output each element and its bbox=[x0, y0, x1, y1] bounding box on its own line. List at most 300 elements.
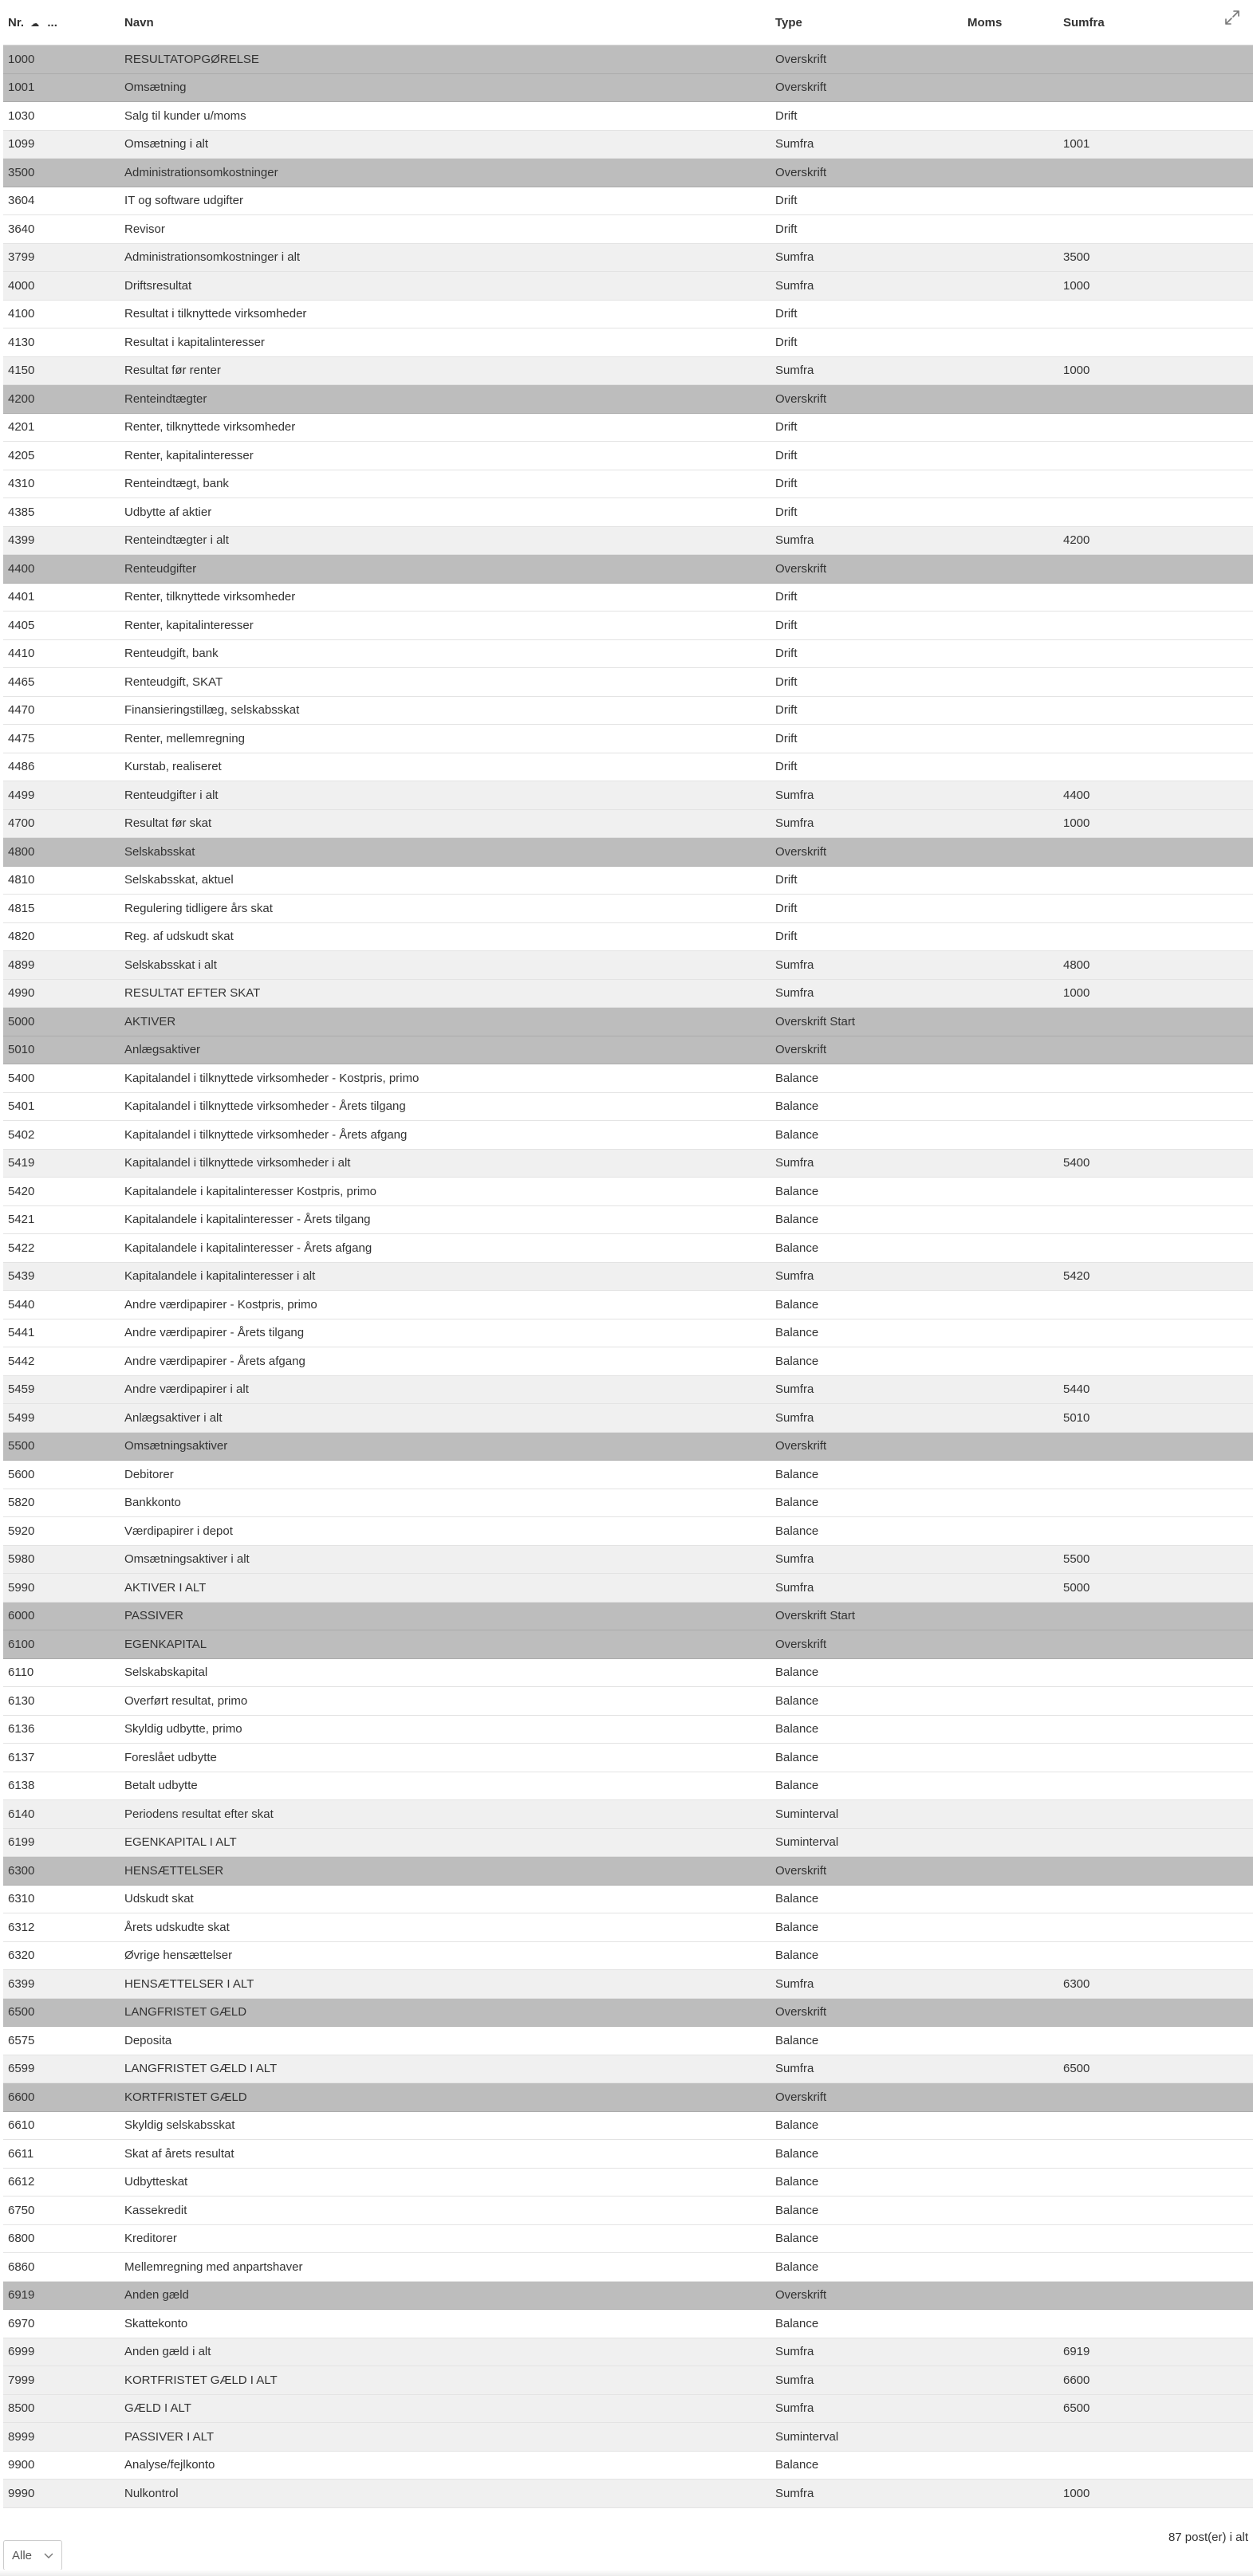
table-row[interactable] bbox=[3, 1234, 1253, 1263]
footer-shadow bbox=[0, 2570, 1253, 2576]
table-row[interactable] bbox=[3, 555, 1253, 584]
cell-navn: HENSÆTTELSER bbox=[124, 1863, 224, 1878]
table-row[interactable] bbox=[3, 725, 1253, 753]
cell-navn: Bankkonto bbox=[124, 1496, 181, 1510]
cell-nr: 6312 bbox=[8, 1920, 35, 1934]
cell-nr: 6599 bbox=[8, 2062, 35, 2076]
cell-nr: 4810 bbox=[8, 873, 35, 887]
cell-navn: Selskabskapital bbox=[124, 1666, 208, 1680]
cell-sumfra: 1000 bbox=[1063, 364, 1090, 378]
table-row[interactable] bbox=[3, 414, 1253, 442]
table-row[interactable] bbox=[3, 1347, 1253, 1376]
cell-navn: Kapitalandele i kapitalinteresser - Årets tilgang bbox=[124, 1213, 371, 1227]
cell-type: Overskrift bbox=[775, 165, 827, 179]
cell-sumfra: 6500 bbox=[1063, 2401, 1090, 2416]
table-row[interactable] bbox=[3, 1716, 1253, 1744]
table-row[interactable] bbox=[3, 1630, 1253, 1659]
cell-type: Balance bbox=[775, 2033, 819, 2047]
table-row[interactable] bbox=[3, 2282, 1253, 2311]
table-row[interactable] bbox=[3, 668, 1253, 697]
table-row[interactable] bbox=[3, 2027, 1253, 2055]
cell-type: Overskrift Start bbox=[775, 1014, 856, 1028]
cell-navn: Andre værdipapirer i alt bbox=[124, 1382, 249, 1397]
accounts-table bbox=[3, 0, 1253, 2508]
cell-nr: 4465 bbox=[8, 674, 35, 689]
cell-type: Balance bbox=[775, 2175, 819, 2189]
table-row[interactable] bbox=[3, 1489, 1253, 1518]
table-row[interactable] bbox=[3, 215, 1253, 244]
cell-nr: 5499 bbox=[8, 1410, 35, 1425]
cell-type: Overskrift bbox=[775, 2090, 827, 2104]
cell-type: Balance bbox=[775, 1496, 819, 1510]
cell-type: Drift bbox=[775, 873, 798, 887]
cell-navn: Kapitalandel i tilknyttede virksomheder i alt bbox=[124, 1156, 351, 1170]
page-size-select-value: Alle bbox=[12, 2548, 33, 2562]
table-row[interactable] bbox=[3, 923, 1253, 952]
cell-nr: 4700 bbox=[8, 816, 35, 831]
cell-nr: 7999 bbox=[8, 2373, 35, 2387]
cell-nr: 5000 bbox=[8, 1014, 35, 1028]
cell-type: Balance bbox=[775, 1722, 819, 1736]
cell-nr: 5439 bbox=[8, 1269, 35, 1284]
cell-navn: Kapitalandel i tilknyttede virksomheder - Årets tilgang bbox=[124, 1099, 406, 1114]
cell-navn: Skyldig udbytte, primo bbox=[124, 1722, 242, 1736]
cell-navn: AKTIVER I ALT bbox=[124, 1580, 207, 1595]
cell-nr: 4400 bbox=[8, 561, 35, 576]
cell-navn: HENSÆTTELSER I ALT bbox=[124, 1976, 254, 1991]
cell-nr: 8500 bbox=[8, 2401, 35, 2416]
cell-type: Balance bbox=[775, 1326, 819, 1340]
cell-navn: Resultat i kapitalinteresser bbox=[124, 335, 265, 349]
cell-navn: Renteindtægter i alt bbox=[124, 533, 229, 548]
table-row[interactable] bbox=[3, 1687, 1253, 1716]
cell-sumfra: 1000 bbox=[1063, 2486, 1090, 2500]
cell-type: Balance bbox=[775, 2259, 819, 2274]
cell-nr: 5600 bbox=[8, 1467, 35, 1481]
cell-nr: 5421 bbox=[8, 1213, 35, 1227]
cell-navn: Anlægsaktiver bbox=[124, 1043, 201, 1057]
table-row[interactable] bbox=[3, 753, 1253, 782]
column-header-type[interactable]: Type bbox=[775, 15, 802, 29]
table-footer bbox=[0, 2526, 1253, 2576]
cell-navn: Resultat før renter bbox=[124, 364, 221, 378]
cell-navn: Anden gæld bbox=[124, 2288, 189, 2303]
cell-navn: Analyse/fejlkonto bbox=[124, 2458, 215, 2472]
table-row[interactable] bbox=[3, 1970, 1253, 1999]
table-row[interactable] bbox=[3, 2366, 1253, 2395]
cell-nr: 4100 bbox=[8, 307, 35, 321]
table-row[interactable] bbox=[3, 2140, 1253, 2169]
chevron-down-icon bbox=[44, 2551, 53, 2559]
table-row[interactable] bbox=[3, 272, 1253, 301]
cell-nr: 6500 bbox=[8, 2005, 35, 2020]
cell-nr: 6800 bbox=[8, 2232, 35, 2246]
cell-nr: 3640 bbox=[8, 222, 35, 236]
cell-navn: EGENKAPITAL bbox=[124, 1637, 207, 1651]
cell-navn: Selskabsskat i alt bbox=[124, 958, 217, 972]
table-row[interactable] bbox=[3, 1150, 1253, 1178]
cell-navn: Omsætning i alt bbox=[124, 137, 209, 151]
cell-type: Sumfra bbox=[775, 2062, 814, 2076]
table-row[interactable] bbox=[3, 2169, 1253, 2197]
table-row[interactable] bbox=[3, 498, 1253, 527]
table-row[interactable] bbox=[3, 131, 1253, 159]
table-row[interactable] bbox=[3, 102, 1253, 131]
cell-nr: 4410 bbox=[8, 647, 35, 661]
cell-type: Drift bbox=[775, 590, 798, 604]
cell-nr: 4150 bbox=[8, 364, 35, 378]
cell-sumfra: 5400 bbox=[1063, 1156, 1090, 1170]
cell-type: Balance bbox=[775, 1297, 819, 1312]
cell-navn: Administrationsomkostninger i alt bbox=[124, 250, 301, 265]
cell-nr: 6575 bbox=[8, 2033, 35, 2047]
cell-type: Balance bbox=[775, 1099, 819, 1114]
table-row[interactable] bbox=[3, 244, 1253, 273]
table-row[interactable] bbox=[3, 1546, 1253, 1575]
table-header bbox=[3, 0, 1253, 45]
cell-type: Balance bbox=[775, 1750, 819, 1764]
cell-navn: Kapitalandele i kapitalinteresser i alt bbox=[124, 1269, 316, 1284]
table-row[interactable] bbox=[3, 159, 1253, 187]
cell-type: Overskrift bbox=[775, 52, 827, 66]
cell-navn: AKTIVER bbox=[124, 1014, 176, 1028]
cell-type: Sumfra bbox=[775, 2486, 814, 2500]
column-header-moms[interactable]: Moms bbox=[967, 15, 1003, 29]
table-row[interactable] bbox=[3, 1121, 1253, 1150]
cell-navn: Driftsresultat bbox=[124, 278, 192, 293]
table-row[interactable] bbox=[3, 1206, 1253, 1235]
table-row[interactable] bbox=[3, 2196, 1253, 2225]
cell-nr: 6399 bbox=[8, 1976, 35, 1991]
cell-type: Sumfra bbox=[775, 1580, 814, 1595]
table-row[interactable] bbox=[3, 1178, 1253, 1206]
cell-navn: Skattekonto bbox=[124, 2316, 188, 2330]
cell-navn: Selskabsskat, aktuel bbox=[124, 873, 234, 887]
table-row[interactable] bbox=[3, 187, 1253, 216]
cell-sumfra: 5500 bbox=[1063, 1552, 1090, 1567]
table-row[interactable] bbox=[3, 74, 1253, 103]
cell-type: Balance bbox=[775, 1892, 819, 1906]
cell-nr: 5401 bbox=[8, 1099, 35, 1114]
table-row[interactable] bbox=[3, 895, 1253, 923]
cell-navn: Udbytteskat bbox=[124, 2175, 188, 2189]
sort-icon[interactable]: ☁ bbox=[30, 18, 40, 29]
cell-navn: Kapitalandele i kapitalinteresser Kostpris, primo bbox=[124, 1184, 376, 1198]
cell-navn: Debitorer bbox=[124, 1467, 174, 1481]
cell-type: Overskrift bbox=[775, 391, 827, 406]
table-row[interactable] bbox=[3, 470, 1253, 499]
table-row[interactable] bbox=[3, 1291, 1253, 1319]
cell-sumfra: 3500 bbox=[1063, 250, 1090, 265]
cell-navn: Mellemregning med anpartshaver bbox=[124, 2259, 303, 2274]
table-row[interactable] bbox=[3, 810, 1253, 839]
cell-navn: Renteudgifter i alt bbox=[124, 788, 219, 802]
cell-navn: Udskudt skat bbox=[124, 1892, 194, 1906]
table-row[interactable] bbox=[3, 2338, 1253, 2367]
cell-nr: 6138 bbox=[8, 1779, 35, 1793]
cell-type: Sumfra bbox=[775, 137, 814, 151]
table-row[interactable] bbox=[3, 1404, 1253, 1433]
table-row[interactable] bbox=[3, 838, 1253, 867]
table-row[interactable] bbox=[3, 612, 1253, 640]
cell-nr: 4399 bbox=[8, 533, 35, 548]
table-row[interactable] bbox=[3, 442, 1253, 470]
table-row[interactable] bbox=[3, 2480, 1253, 2508]
cell-type: Balance bbox=[775, 2458, 819, 2472]
cell-type: Balance bbox=[775, 2118, 819, 2133]
table-row[interactable] bbox=[3, 1659, 1253, 1688]
table-row[interactable] bbox=[3, 1942, 1253, 1971]
cell-nr: 5440 bbox=[8, 1297, 35, 1312]
table-row[interactable] bbox=[3, 1772, 1253, 1801]
table-row[interactable] bbox=[3, 1376, 1253, 1405]
cell-nr: 4800 bbox=[8, 844, 35, 859]
table-row[interactable] bbox=[3, 1433, 1253, 1461]
table-row[interactable] bbox=[3, 1857, 1253, 1886]
cell-navn: Renteudgifter bbox=[124, 561, 197, 576]
cell-nr: 4820 bbox=[8, 930, 35, 944]
cell-navn: Renter, tilknyttede virksomheder bbox=[124, 420, 296, 435]
cell-nr: 4200 bbox=[8, 391, 35, 406]
cell-navn: Betalt udbytte bbox=[124, 1779, 198, 1793]
cell-sumfra: 5000 bbox=[1063, 1580, 1090, 1595]
page-size-select[interactable] bbox=[3, 2540, 62, 2570]
cell-navn: Kapitalandel i tilknyttede virksomheder - Kostpris, primo bbox=[124, 1071, 420, 1085]
table-row[interactable] bbox=[3, 781, 1253, 810]
cell-nr: 8999 bbox=[8, 2429, 35, 2444]
cell-type: Balance bbox=[775, 1213, 819, 1227]
cell-nr: 1001 bbox=[8, 81, 35, 95]
cell-nr: 4385 bbox=[8, 505, 35, 519]
cell-type: Sumfra bbox=[775, 816, 814, 831]
cell-type: Drift bbox=[775, 674, 798, 689]
cell-navn: PASSIVER bbox=[124, 1609, 183, 1623]
cell-nr: 3500 bbox=[8, 165, 35, 179]
cell-type: Sumfra bbox=[775, 958, 814, 972]
cell-type: Overskrift bbox=[775, 1863, 827, 1878]
cell-nr: 5400 bbox=[8, 1071, 35, 1085]
cell-type: Drift bbox=[775, 420, 798, 435]
table-row[interactable] bbox=[3, 980, 1253, 1009]
cell-type: Balance bbox=[775, 1779, 819, 1793]
cell-navn: Skyldig selskabsskat bbox=[124, 2118, 235, 2133]
table-row[interactable] bbox=[3, 2452, 1253, 2480]
table-row[interactable] bbox=[3, 867, 1253, 895]
cell-nr: 3604 bbox=[8, 194, 35, 208]
table-row[interactable] bbox=[3, 2310, 1253, 2338]
cell-type: Suminterval bbox=[775, 1835, 839, 1850]
table-row[interactable] bbox=[3, 1829, 1253, 1858]
table-row[interactable] bbox=[3, 2253, 1253, 2282]
table-row[interactable] bbox=[3, 301, 1253, 329]
expand-icon[interactable] bbox=[1223, 8, 1242, 27]
cell-type: Balance bbox=[775, 1524, 819, 1538]
cell-type: Suminterval bbox=[775, 1807, 839, 1821]
cell-nr: 3799 bbox=[8, 250, 35, 265]
cell-nr: 9900 bbox=[8, 2458, 35, 2472]
table-row[interactable] bbox=[3, 2112, 1253, 2141]
cell-navn: Periodens resultat efter skat bbox=[124, 1807, 274, 1821]
table-row[interactable] bbox=[3, 697, 1253, 726]
cell-type: Balance bbox=[775, 1920, 819, 1934]
cell-type: Balance bbox=[775, 2146, 819, 2161]
table-row[interactable] bbox=[3, 2083, 1253, 2112]
cell-nr: 6600 bbox=[8, 2090, 35, 2104]
cell-type: Sumfra bbox=[775, 1156, 814, 1170]
table-row[interactable] bbox=[3, 1574, 1253, 1603]
cell-navn: Renter, tilknyttede virksomheder bbox=[124, 590, 296, 604]
cell-type: Suminterval bbox=[775, 2429, 839, 2444]
table-row[interactable] bbox=[3, 2423, 1253, 2452]
cell-sumfra: 6919 bbox=[1063, 2345, 1090, 2359]
cell-type: Drift bbox=[775, 108, 798, 123]
cell-navn: Salg til kunder u/moms bbox=[124, 108, 246, 123]
table-row[interactable] bbox=[3, 640, 1253, 669]
cell-sumfra: 5420 bbox=[1063, 1269, 1090, 1284]
cell-sumfra: 4800 bbox=[1063, 958, 1090, 972]
total-count: 87 post(er) i alt bbox=[1168, 2531, 1248, 2544]
cell-sumfra: 1000 bbox=[1063, 278, 1090, 293]
cell-nr: 6130 bbox=[8, 1693, 35, 1708]
column-header-nr[interactable] bbox=[3, 16, 120, 29]
table-row[interactable] bbox=[3, 1800, 1253, 1829]
table-row[interactable] bbox=[3, 1093, 1253, 1122]
table-row[interactable] bbox=[3, 951, 1253, 980]
cell-type: Sumfra bbox=[775, 2345, 814, 2359]
table-row[interactable] bbox=[3, 1517, 1253, 1546]
cell-nr: 6300 bbox=[8, 1863, 35, 1878]
table-row[interactable] bbox=[3, 1263, 1253, 1292]
table-row[interactable] bbox=[3, 1603, 1253, 1631]
table-row[interactable] bbox=[3, 1744, 1253, 1772]
cell-nr: 4401 bbox=[8, 590, 35, 604]
cell-navn: Deposita bbox=[124, 2033, 172, 2047]
cell-nr: 1030 bbox=[8, 108, 35, 123]
cell-navn: Selskabsskat bbox=[124, 844, 195, 859]
cell-nr: 6919 bbox=[8, 2288, 35, 2303]
cell-type: Drift bbox=[775, 647, 798, 661]
cell-navn: Renter, kapitalinteresser bbox=[124, 618, 254, 632]
cell-nr: 6612 bbox=[8, 2175, 35, 2189]
cell-navn: Øvrige hensættelser bbox=[124, 1949, 233, 1963]
cell-sumfra: 6300 bbox=[1063, 1976, 1090, 1991]
column-header-sumfra[interactable]: Sumfra bbox=[1063, 15, 1105, 29]
cell-nr: 5010 bbox=[8, 1043, 35, 1057]
cell-navn: PASSIVER I ALT bbox=[124, 2429, 214, 2444]
cell-navn: Administrationsomkostninger bbox=[124, 165, 278, 179]
cell-nr: 5419 bbox=[8, 1156, 35, 1170]
column-menu-dots[interactable]: ... bbox=[47, 15, 57, 29]
cell-nr: 6100 bbox=[8, 1637, 35, 1651]
cell-nr: 4899 bbox=[8, 958, 35, 972]
cell-nr: 6611 bbox=[8, 2146, 34, 2161]
table-body bbox=[3, 45, 1253, 2508]
cell-nr: 1000 bbox=[8, 52, 35, 66]
cell-navn: Foreslået udbytte bbox=[124, 1750, 217, 1764]
cell-nr: 4990 bbox=[8, 986, 35, 1001]
cell-type: Sumfra bbox=[775, 788, 814, 802]
cell-nr: 5459 bbox=[8, 1382, 35, 1397]
cell-navn: Omsætningsaktiver i alt bbox=[124, 1552, 250, 1567]
cell-navn: Årets udskudte skat bbox=[124, 1920, 230, 1934]
table-row[interactable] bbox=[3, 1319, 1253, 1348]
cell-type: Sumfra bbox=[775, 1410, 814, 1425]
cell-navn: GÆLD I ALT bbox=[124, 2401, 191, 2416]
cell-navn: RESULTAT EFTER SKAT bbox=[124, 986, 261, 1001]
cell-nr: 6140 bbox=[8, 1807, 35, 1821]
cell-type: Sumfra bbox=[775, 533, 814, 548]
column-header-navn[interactable]: Navn bbox=[124, 15, 154, 29]
cell-type: Sumfra bbox=[775, 1269, 814, 1284]
cell-type: Drift bbox=[775, 731, 798, 745]
cell-nr: 4130 bbox=[8, 335, 35, 349]
cell-nr: 6320 bbox=[8, 1949, 35, 1963]
cell-nr: 6136 bbox=[8, 1722, 35, 1736]
table-row[interactable] bbox=[3, 1064, 1253, 1093]
cell-nr: 9990 bbox=[8, 2486, 35, 2500]
cell-nr: 5500 bbox=[8, 1439, 35, 1453]
table-row[interactable] bbox=[3, 1036, 1253, 1065]
cell-type: Sumfra bbox=[775, 1552, 814, 1567]
cell-nr: 6310 bbox=[8, 1892, 35, 1906]
cell-nr: 6999 bbox=[8, 2345, 35, 2359]
cell-type: Sumfra bbox=[775, 278, 814, 293]
cell-navn: Revisor bbox=[124, 222, 165, 236]
table-row[interactable] bbox=[3, 2055, 1253, 2084]
cell-type: Sumfra bbox=[775, 1382, 814, 1397]
cell-sumfra: 1000 bbox=[1063, 816, 1090, 831]
cell-type: Balance bbox=[775, 1693, 819, 1708]
table-row[interactable] bbox=[3, 1008, 1253, 1036]
cell-nr: 4475 bbox=[8, 731, 35, 745]
cell-navn: Udbytte af aktier bbox=[124, 505, 212, 519]
cell-type: Drift bbox=[775, 222, 798, 236]
table-row[interactable] bbox=[3, 385, 1253, 414]
cell-type: Balance bbox=[775, 1071, 819, 1085]
cell-nr: 5920 bbox=[8, 1524, 35, 1538]
table-row[interactable] bbox=[3, 328, 1253, 357]
cell-navn: Renteindtægter bbox=[124, 391, 207, 406]
cell-nr: 6110 bbox=[8, 1666, 34, 1680]
table-row[interactable] bbox=[3, 1999, 1253, 2027]
table-row[interactable] bbox=[3, 45, 1253, 74]
cell-navn: Anden gæld i alt bbox=[124, 2345, 211, 2359]
cell-type: Sumfra bbox=[775, 1976, 814, 1991]
table-row[interactable] bbox=[3, 357, 1253, 386]
cell-nr: 6610 bbox=[8, 2118, 35, 2133]
table-row[interactable] bbox=[3, 1886, 1253, 1914]
cell-type: Sumfra bbox=[775, 250, 814, 265]
cell-navn: Nulkontrol bbox=[124, 2486, 179, 2500]
table-row[interactable] bbox=[3, 2395, 1253, 2424]
cell-navn: KORTFRISTET GÆLD bbox=[124, 2090, 247, 2104]
cell-navn: IT og software udgifter bbox=[124, 194, 243, 208]
table-row[interactable] bbox=[3, 527, 1253, 556]
cell-type: Sumfra bbox=[775, 364, 814, 378]
table-row[interactable] bbox=[3, 1461, 1253, 1489]
cell-type: Balance bbox=[775, 1127, 819, 1142]
table-row[interactable] bbox=[3, 2225, 1253, 2254]
cell-navn: Skat af årets resultat bbox=[124, 2146, 234, 2161]
cell-type: Balance bbox=[775, 2203, 819, 2217]
cell-type: Drift bbox=[775, 335, 798, 349]
table-row[interactable] bbox=[3, 1913, 1253, 1942]
cell-nr: 5441 bbox=[8, 1326, 35, 1340]
cell-navn: Renter, mellemregning bbox=[124, 731, 245, 745]
table-row[interactable] bbox=[3, 584, 1253, 612]
cell-type: Drift bbox=[775, 930, 798, 944]
cell-sumfra: 5440 bbox=[1063, 1382, 1090, 1397]
